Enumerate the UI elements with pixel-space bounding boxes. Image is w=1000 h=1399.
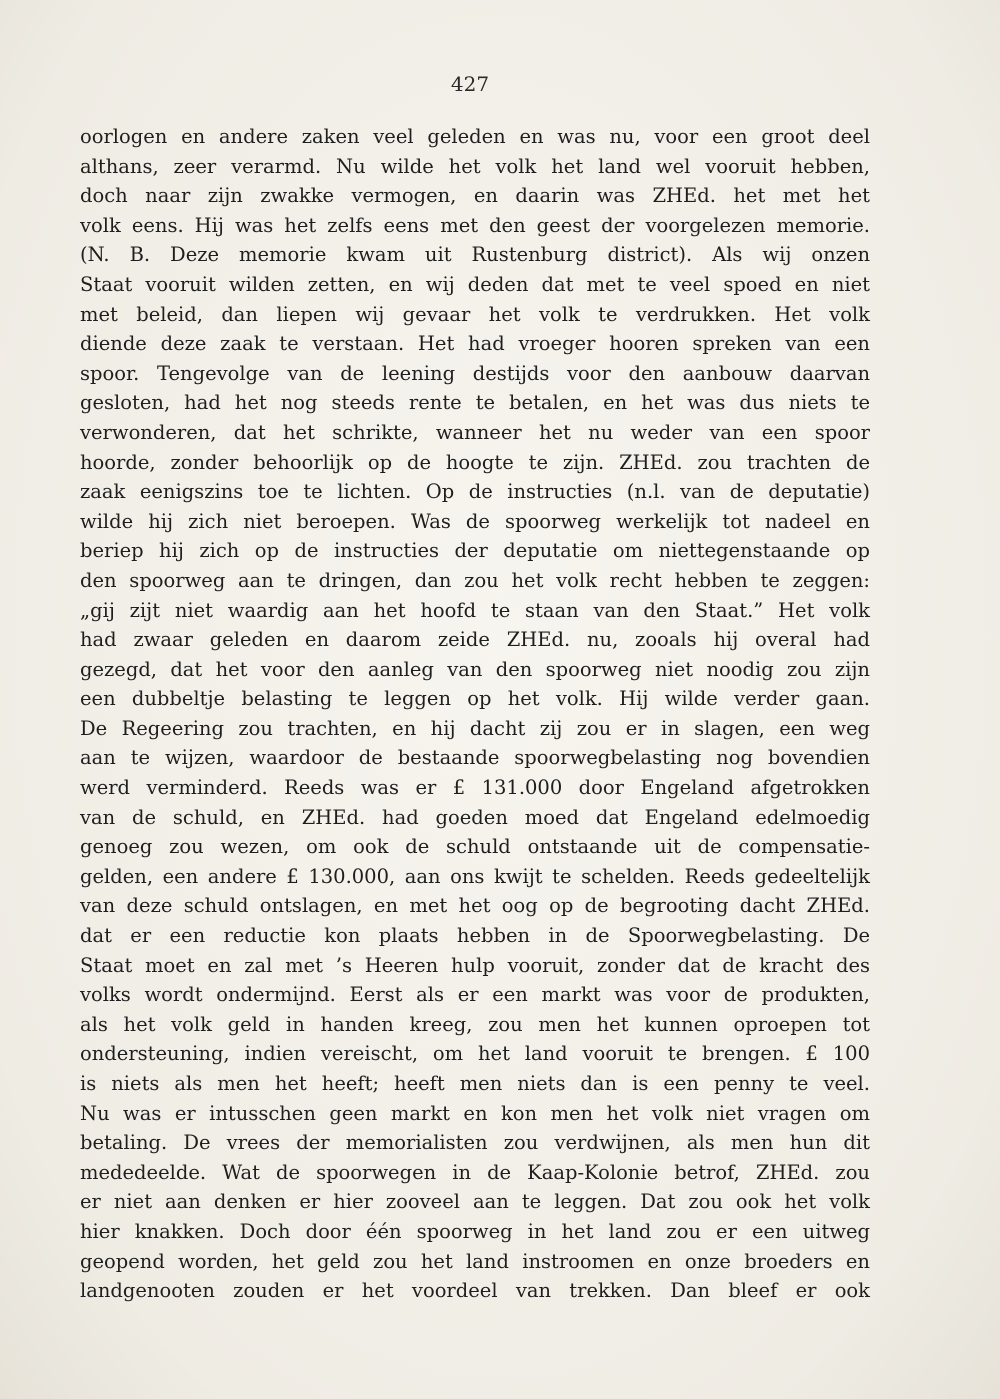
text-line: dat er een reductie kon plaats hebben in de Spoorwegbelasting. De <box>80 924 870 948</box>
text-line: hoorde, zonder behoorlijk op de hoogte te zijn. ZHEd. zou trachten de <box>80 450 870 474</box>
text-line: Staat vooruit wilden zetten, en wij deden dat met te veel spoed en niet <box>80 272 870 296</box>
text-line: De Regeering zou trachten, en hij dacht zij zou er in slagen, een weg <box>80 716 870 740</box>
text-line: wilde hij zich niet beroepen. Was de spoorweg werkelijk tot nadeel en <box>80 509 870 533</box>
text-line: landgenooten zouden er het voordeel van trekken. Dan bleef er ook <box>80 1279 870 1303</box>
text-line: had zwaar geleden en daarom zeide ZHEd. nu, zooals hij overal had <box>80 628 870 652</box>
text-line: met beleid, dan liepen wij gevaar het volk te verdrukken. Het volk <box>80 302 870 326</box>
text-line: er niet aan denken er hier zooveel aan te leggen. Dat zou ook het volk <box>80 1190 870 1214</box>
text-line: als het volk geld in handen kreeg, zou men het kunnen oproepen tot <box>80 1012 870 1036</box>
text-line: mededeelde. Wat de spoorwegen in de Kaap-Kolonie betrof, ZHEd. zou <box>80 1160 870 1184</box>
text-line: volks wordt ondermijnd. Eerst als er een markt was voor de produkten, <box>80 983 870 1007</box>
text-line: zaak eenigszins toe te lichten. Op de instructies (n.l. van de deputatie) <box>80 480 870 504</box>
text-line: van de schuld, en ZHEd. had goeden moed dat Engeland edelmoedig <box>80 805 870 829</box>
text-line: aan te wijzen, waardoor de bestaande spoorwegbelasting nog bovendien <box>80 746 870 770</box>
text-line: gelden, een andere £ 130.000, aan ons kwijt te schelden. Reeds gedeeltelijk <box>80 864 870 888</box>
text-line: beriep hij zich op de instructies der deputatie om niettegenstaande op <box>80 539 870 563</box>
text-line: is niets als men het heeft; heeft men niets dan is een penny te veel. <box>80 1072 870 1095</box>
text-line: Nu was er intusschen geen markt en kon men het volk niet vragen om <box>80 1101 870 1125</box>
text-line: een dubbeltje belasting te leggen op het volk. Hij wilde verder gaan. <box>80 687 870 711</box>
text-line: hier knakken. Doch door één spoorweg in het land zou er een uitweg <box>80 1219 870 1243</box>
text-line: van deze schuld ontslagen, en met het oog op de begrooting dacht ZHEd. <box>80 894 870 918</box>
text-line: oorlogen en andere zaken veel geleden en was nu, voor een groot deel <box>80 125 870 148</box>
text-line: doch naar zijn zwakke vermogen, en daarin was ZHEd. het met het <box>80 184 870 208</box>
text-line: werd verminderd. Reeds was er £ 131.000 door Engeland afgetrokken <box>80 776 870 800</box>
body-text <box>80 122 870 1306</box>
text-line: (N. B. Deze memorie kwam uit Rustenburg district). Als wij onzen <box>80 243 870 267</box>
text-line: „gij zijt niet waardig aan het hoofd te staan van den Staat.” Het volk <box>80 598 870 622</box>
text-line: gesloten, had het nog steeds rente te betalen, en het was dus niets te <box>80 391 870 415</box>
text-line: genoeg zou wezen, om ook de schuld ontstaande uit de compensatie- <box>80 835 870 859</box>
text-line: gezegd, dat het voor den aanleg van den spoorweg niet noodig zou zijn <box>80 657 870 681</box>
text-line: geopend worden, het geld zou het land instroomen en onze broeders en <box>80 1249 870 1273</box>
text-line: volk eens. Hij was het zelfs eens met den geest der voorgelezen memorie. <box>80 213 870 237</box>
text-line: ondersteuning, indien vereischt, om het land vooruit te brengen. £ 100 <box>80 1042 870 1066</box>
text-line: Staat moet en zal met ’s Heeren hulp vooruit, zonder dat de kracht des <box>80 953 870 977</box>
text-line: den spoorweg aan te dringen, dan zou het volk recht hebben te zeggen: <box>80 568 870 592</box>
text-line: spoor. Tengevolge van de leening destijds voor den aanbouw daarvan <box>80 361 870 385</box>
text-line: verwonderen, dat het schrikte, wanneer het nu weder van een spoor <box>80 420 870 444</box>
text-line: althans, zeer verarmd. Nu wilde het volk het land wel vooruit hebben, <box>80 154 870 178</box>
text-line: diende deze zaak te verstaan. Het had vroeger hooren spreken van een <box>80 332 870 356</box>
page-number: 427 <box>450 72 490 96</box>
text-line: betaling. De vrees der memorialisten zou verdwijnen, als men hun dit <box>80 1131 870 1155</box>
